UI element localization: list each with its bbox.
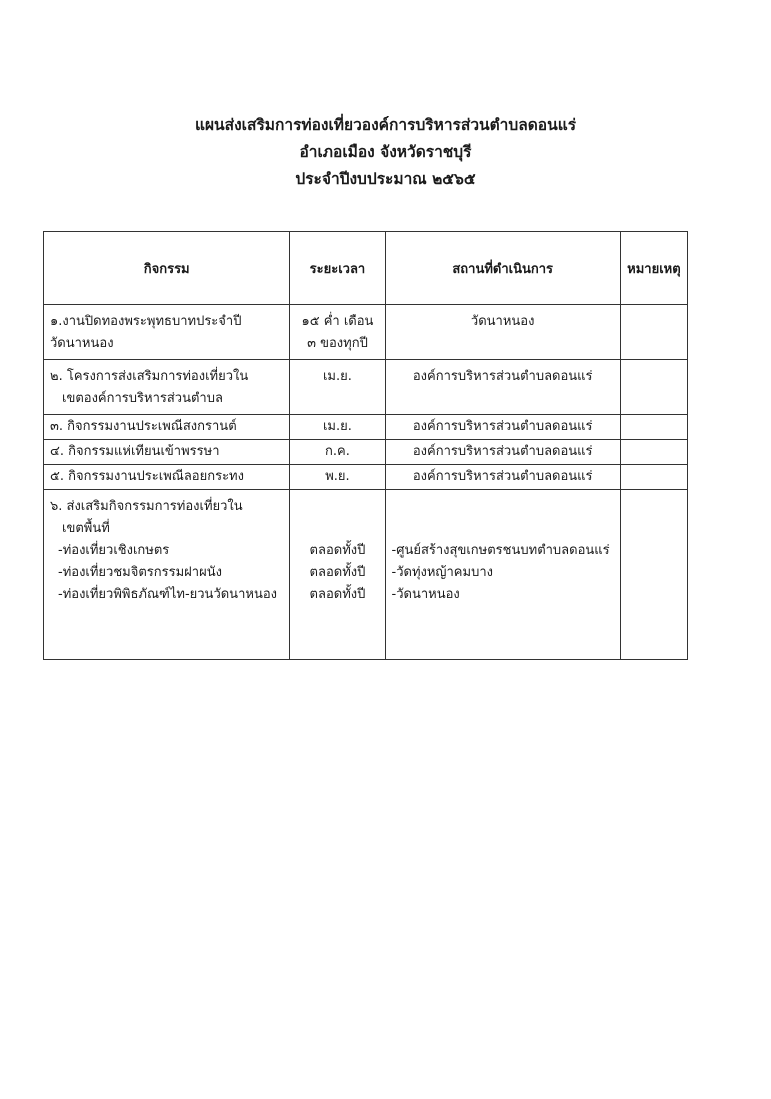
period-cell bbox=[290, 360, 385, 415]
location-cell bbox=[385, 440, 620, 465]
remark-cell bbox=[620, 305, 687, 360]
activity-text: เขตพื้นที่ bbox=[62, 521, 110, 536]
activity-cell bbox=[44, 490, 290, 660]
remark-cell bbox=[620, 440, 687, 465]
location-cell bbox=[385, 415, 620, 440]
location-text: -ศูนย์สร้างสุขเกษตรชนบทตำบลดอนแร่ bbox=[391, 543, 610, 558]
table-row bbox=[44, 305, 688, 360]
header-activity: กิจกรรม bbox=[44, 232, 290, 305]
remark-cell bbox=[620, 415, 687, 440]
document-header bbox=[0, 112, 771, 193]
period-text: ตลอดทั้งปี bbox=[309, 543, 366, 558]
table-row bbox=[44, 440, 688, 465]
activity-text: ๒. โครงการส่งเสริมการท่องเที่ยวใน bbox=[50, 369, 249, 384]
table-row bbox=[44, 415, 688, 440]
activity-cell bbox=[44, 305, 290, 360]
activity-text: เขตองค์การบริหารส่วนตำบล bbox=[62, 391, 223, 406]
activity-cell bbox=[44, 415, 290, 440]
period-text: เม.ย. bbox=[322, 369, 352, 384]
activity-cell bbox=[44, 360, 290, 415]
header-fiscal-year: ประจำปีงบประมาณ ๒๕๖๕ bbox=[295, 170, 476, 188]
period-text: ๑๕ ค่ำ เดือน bbox=[301, 314, 374, 329]
location-cell bbox=[385, 360, 620, 415]
activity-text: ๑.งานปิดทองพระพุทธบาทประจำปี bbox=[50, 314, 242, 329]
location-text: วัดนาหนอง bbox=[470, 314, 535, 329]
activity-text: ๕. กิจกรรมงานประเพณีลอยกระทง bbox=[50, 469, 244, 484]
activity-text: -ท่องเที่ยวชมจิตรกรรมฝาผนัง bbox=[58, 565, 222, 580]
table-row bbox=[44, 490, 688, 660]
table-row bbox=[44, 465, 688, 490]
location-cell bbox=[385, 465, 620, 490]
location-text: -วัดนาหนอง bbox=[391, 587, 460, 602]
period-text: ก.ค. bbox=[325, 444, 350, 459]
period-text: ๓ ของทุกปี bbox=[307, 336, 368, 351]
period-text: ตลอดทั้งปี bbox=[309, 587, 366, 602]
period-cell bbox=[290, 490, 385, 660]
table-row bbox=[44, 360, 688, 415]
location-cell bbox=[385, 490, 620, 660]
header-remark: หมายเหตุ bbox=[620, 232, 687, 305]
location-cell bbox=[385, 305, 620, 360]
remark-cell bbox=[620, 465, 687, 490]
period-cell bbox=[290, 415, 385, 440]
location-text: องค์การบริหารส่วนตำบลดอนแร่ bbox=[412, 444, 593, 459]
activity-cell bbox=[44, 465, 290, 490]
activity-text: ๔. กิจกรรมแห่เทียนเข้าพรรษา bbox=[50, 444, 220, 459]
activity-text: วัดนาหนอง bbox=[50, 336, 114, 351]
period-text: เม.ย. bbox=[322, 419, 352, 434]
period-cell bbox=[290, 305, 385, 360]
remark-cell bbox=[620, 360, 687, 415]
location-text: องค์การบริหารส่วนตำบลดอนแร่ bbox=[412, 369, 593, 384]
activity-text: ๖. ส่งเสริมกิจกรรมการท่องเที่ยวใน bbox=[50, 499, 243, 514]
period-text: ตลอดทั้งปี bbox=[309, 565, 366, 580]
location-text: องค์การบริหารส่วนตำบลดอนแร่ bbox=[412, 469, 593, 484]
tourism-plan-table bbox=[43, 231, 688, 660]
header-district: อำเภอเมือง จังหวัดราชบุรี bbox=[299, 143, 472, 161]
period-text: พ.ย. bbox=[325, 469, 350, 484]
period-cell bbox=[290, 465, 385, 490]
location-text: องค์การบริหารส่วนตำบลดอนแร่ bbox=[412, 419, 593, 434]
header-period: ระยะเวลา bbox=[290, 232, 385, 305]
activity-text: -ท่องเที่ยวเชิงเกษตร bbox=[58, 543, 170, 558]
period-cell bbox=[290, 440, 385, 465]
activity-cell bbox=[44, 440, 290, 465]
remark-cell bbox=[620, 490, 687, 660]
header-location: สถานที่ดำเนินการ bbox=[385, 232, 620, 305]
activity-text: -ท่องเที่ยวพิพิธภัณฑ์ไท-ยวนวัดนาหนอง bbox=[58, 587, 277, 602]
location-text: -วัดทุ่งหญ้าคมบาง bbox=[391, 565, 493, 580]
header-title: แผนส่งเสริมการท่องเที่ยวองค์การบริหารส่วนตำบลดอนแร่ bbox=[194, 116, 577, 134]
table-header-row bbox=[44, 232, 688, 305]
activity-text: ๓. กิจกรรมงานประเพณีสงกรานต์ bbox=[50, 419, 237, 434]
